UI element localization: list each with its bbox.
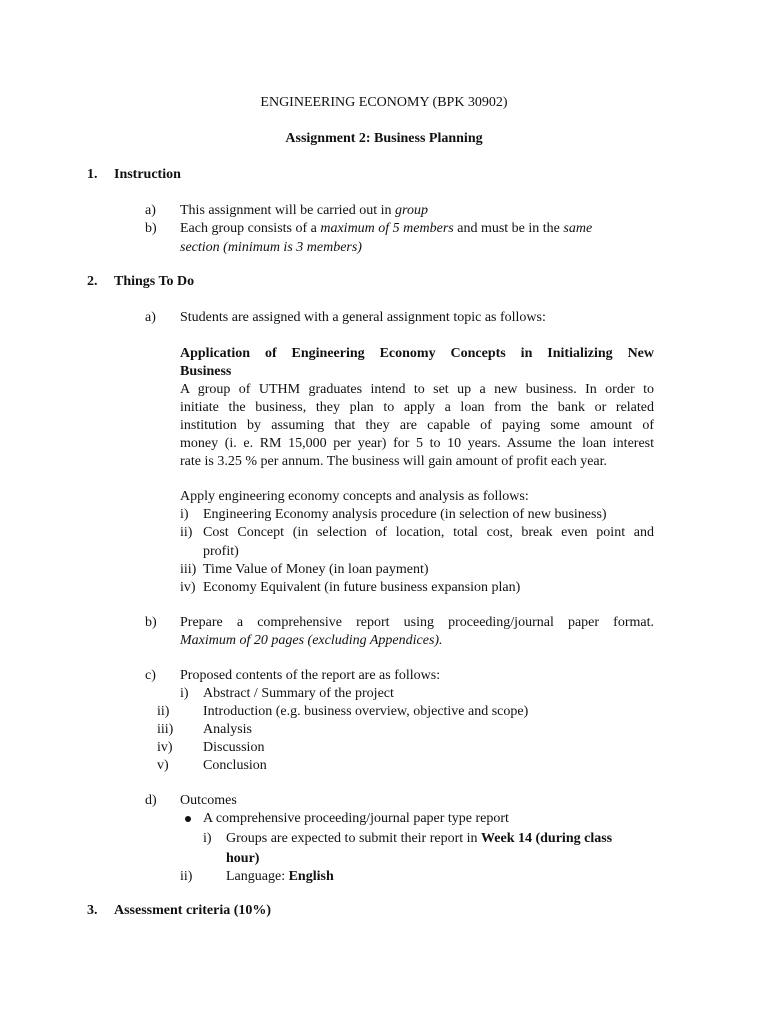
section-3-number: 3. bbox=[87, 903, 98, 918]
outcome-submit-plain: Groups are expected to submit their report in bbox=[226, 831, 482, 846]
apply-item-marker: iv) bbox=[180, 580, 196, 595]
outcome-item-marker: i) bbox=[203, 831, 212, 846]
s1-a-emphasis: group bbox=[395, 203, 428, 218]
content-item-text: Introduction (e.g. business overview, objective and scope) bbox=[203, 704, 529, 719]
content-item-marker: iii) bbox=[157, 722, 174, 737]
content-item-marker: i) bbox=[180, 686, 189, 701]
s1-b-emphasis-2: same bbox=[563, 221, 593, 236]
apply-item-text: Time Value of Money (in loan payment) bbox=[203, 562, 429, 577]
content-item-text: Analysis bbox=[203, 722, 252, 737]
section-3-heading: Assessment criteria (10%) bbox=[114, 903, 272, 918]
s2-c-intro: Proposed contents of the report are as follows: bbox=[180, 668, 441, 683]
s1-a-plain: This assignment will be carried out in bbox=[180, 203, 396, 218]
document-title: ENGINEERING ECONOMY (BPK 30902) bbox=[260, 95, 508, 110]
content-item-text: Discussion bbox=[203, 740, 265, 755]
section-1-number: 1. bbox=[87, 167, 98, 182]
content-item-text: Abstract / Summary of the project bbox=[203, 686, 394, 701]
content-item-marker: v) bbox=[157, 758, 169, 773]
outcome-language-plain: Language: bbox=[226, 869, 289, 884]
s1-b-text bbox=[180, 220, 592, 238]
s2-b-line-1: Prepare a comprehensive report using proceeding/journal paper format. bbox=[180, 615, 654, 630]
s2-b-line-2: Maximum of 20 pages (excluding Appendices). bbox=[180, 633, 443, 648]
s1-a-text bbox=[180, 202, 428, 220]
apply-item-text: Economy Equivalent (in future business expansion plan) bbox=[203, 580, 521, 595]
content-item-text: Conclusion bbox=[203, 758, 267, 773]
bullet-icon bbox=[185, 816, 191, 822]
apply-item-marker: i) bbox=[180, 507, 189, 522]
paragraph-line: rate is 3.25 % per annum. The business will gain amount of profit each year. bbox=[180, 454, 608, 469]
assignment-subtitle: Assignment 2: Business Planning bbox=[285, 131, 483, 146]
s1-b-emphasis-3: section (minimum is 3 members) bbox=[180, 240, 362, 255]
s1-a-marker: a) bbox=[145, 203, 156, 218]
apply-item-text: profit) bbox=[203, 544, 239, 559]
apply-intro: Apply engineering economy concepts and analysis as follows: bbox=[180, 489, 529, 504]
section-1-heading: Instruction bbox=[114, 167, 181, 182]
s1-b-plain-2: and must be in the bbox=[453, 221, 564, 236]
paragraph-line: A group of UTHM graduates intend to set up a new business. In order to bbox=[180, 382, 654, 397]
paragraph-line: institution by assuming that they are capable of paying some amount of bbox=[180, 418, 654, 433]
topic-heading-line-2: Business bbox=[180, 364, 232, 379]
paragraph-line: money (i. e. RM 15,000 per year) for 5 to 10 years. Assume the loan interest bbox=[180, 436, 654, 451]
outcome-language-bold: English bbox=[288, 869, 334, 884]
content-item-marker: ii) bbox=[157, 704, 170, 719]
s1-b-emphasis-1: maximum of 5 members bbox=[320, 221, 454, 236]
content-item-marker: iv) bbox=[157, 740, 173, 755]
s2-a-intro: Students are assigned with a general assignment topic as follows: bbox=[180, 310, 546, 325]
s1-b-marker: b) bbox=[145, 221, 157, 236]
apply-item-text: Engineering Economy analysis procedure (in selection of new business) bbox=[203, 507, 607, 522]
apply-item-text: Cost Concept (in selection of location, total cost, break even point and bbox=[203, 525, 654, 540]
s1-b-plain-1: Each group consists of a bbox=[180, 221, 321, 236]
s2-b-marker: b) bbox=[145, 615, 157, 630]
bullet-text: A comprehensive proceeding/journal paper type report bbox=[203, 811, 509, 826]
s2-a-marker: a) bbox=[145, 310, 156, 325]
apply-item-marker: iii) bbox=[180, 562, 197, 577]
apply-item-marker: ii) bbox=[180, 525, 193, 540]
outcome-item-marker: ii) bbox=[180, 869, 193, 884]
s2-d-marker: d) bbox=[145, 793, 157, 808]
outcome-submit-bold-2: hour) bbox=[226, 851, 260, 866]
outcome-submit-bold: Week 14 (during class bbox=[481, 831, 613, 846]
outcome-item-text bbox=[226, 868, 334, 886]
topic-heading-line-1: Application of Engineering Economy Concepts in Initializing New bbox=[180, 346, 654, 361]
section-2-heading: Things To Do bbox=[114, 274, 195, 289]
s2-d-intro: Outcomes bbox=[180, 793, 237, 808]
outcome-item-text bbox=[226, 830, 612, 848]
s2-c-marker: c) bbox=[145, 668, 156, 683]
paragraph-line: initiate the business, they plan to apply a loan from the bank or related bbox=[180, 400, 654, 415]
section-2-number: 2. bbox=[87, 274, 98, 289]
